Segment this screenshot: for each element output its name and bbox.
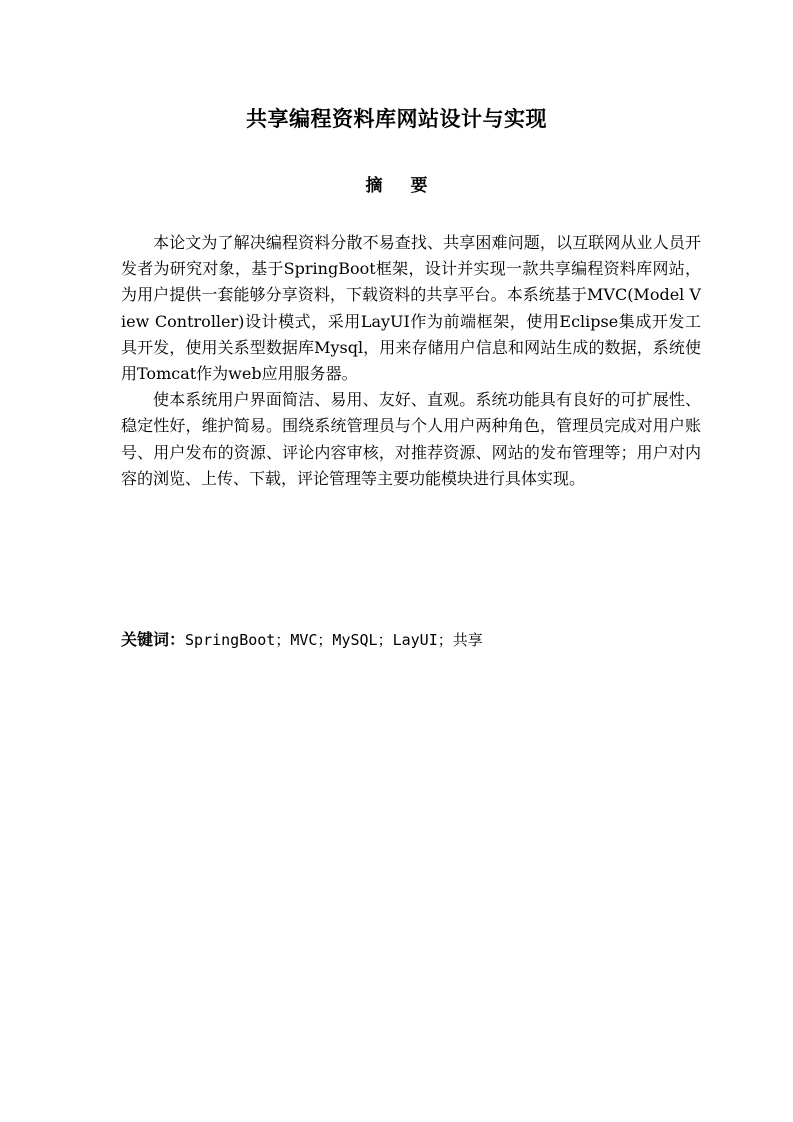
abstract-heading-char-1: 摘 [365,176,383,196]
keywords-line [121,626,701,654]
abstract-paragraph-2: 使本系统用户界面简洁、易用、友好、直观。系统功能具有良好的可扩展性、稳定性好，维护简易。围绕系统管理员与个人用户两种角色，管理员完成对用户账号、用户发布的资源、评论内容审核，对推荐资源、网站的发布管理等；用户对内容的浏览、上传、下载，评论管理等主要功能模块进行具体实现。 [121,390,701,488]
abstract-paragraph-1: 本论文为了解决编程资料分散不易查找、共享困难问题，以互联网从业人员开发者为研究对象，基于SpringBoot框架，设计并实现一款共享编程资料库网站，为用户提供一套能够分享资料，下载资料的共享平台。本系统基于MVC(Model View Controller)设计模式，采用LayUI作为前端框架，使用Eclipse集成开发工具开发，使用关系型数据库Mysql，用来存储用户信息和网站生成的数据，系统使用Tomcat作为web应用服务器。 [121,233,701,384]
document-title: 共享编程资料库网站设计与实现 [246,107,547,131]
abstract-heading-char-2: 要 [410,176,428,196]
abstract-heading [0,172,793,200]
keywords-label: 关键词： [121,630,186,649]
keywords-values: SpringBoot；MVC；MySQL；LayUI；共享 [185,631,483,649]
abstract-body [121,230,701,492]
